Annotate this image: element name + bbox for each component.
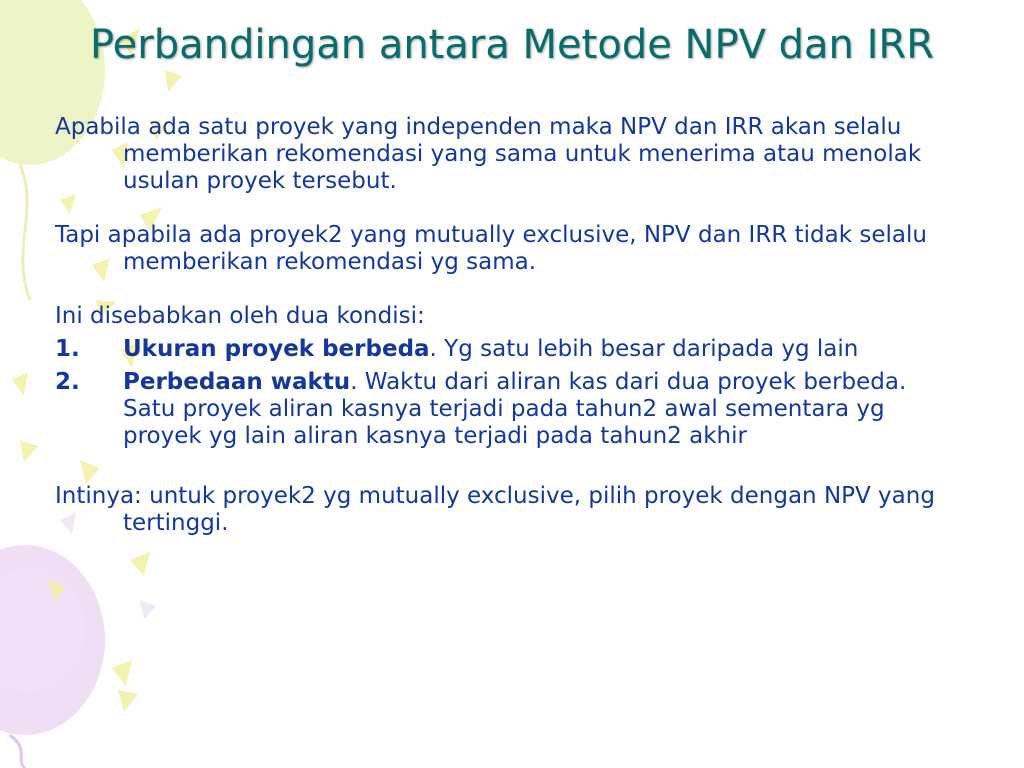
list-item [55,369,955,450]
list-item-detail: . Waktu dari aliran kas dari dua proyek berbeda. Satu proyek aliran kasnya terjadi pada tahun2 awal sementara yg proyek yg lain aliran kasnya terjadi pada tahun2 akhir [123,369,907,449]
list-item-number: 1. [55,336,80,362]
paragraph-conditions-intro: Ini disebabkan oleh dua kondisi: [55,303,425,329]
list-item-bold-text: Perbedaan waktu [123,369,351,395]
list-item [55,336,955,363]
slide-title: Perbandingan antara Metode NPV dan IRR [89,22,935,68]
list-item-detail: . Yg satu lebih besar daripada yg lain [429,336,859,362]
list-item-text [123,369,955,450]
list-item-text [123,336,955,363]
purple-balloon-icon [0,545,105,768]
paragraph-mutually-exclusive: Tapi apabila ada proyek2 yang mutually exclusive, NPV dan IRR tidak selalu memberikan rekomendasi yg sama. [55,222,927,275]
list-item-number: 2. [55,369,80,395]
slide-body [55,114,955,564]
list-item-bold-text: Ukuran proyek berbeda [123,336,430,362]
paragraph-conclusion: Intinya: untuk proyek2 yg mutually exclusive, pilih proyek dengan NPV yang tertinggi. [55,483,935,536]
paragraph-independent-project: Apabila ada satu proyek yang independen maka NPV dan IRR akan selalu memberikan rekomendasi yang sama untuk menerima atau menolak usulan proyek tersebut. [55,114,922,194]
